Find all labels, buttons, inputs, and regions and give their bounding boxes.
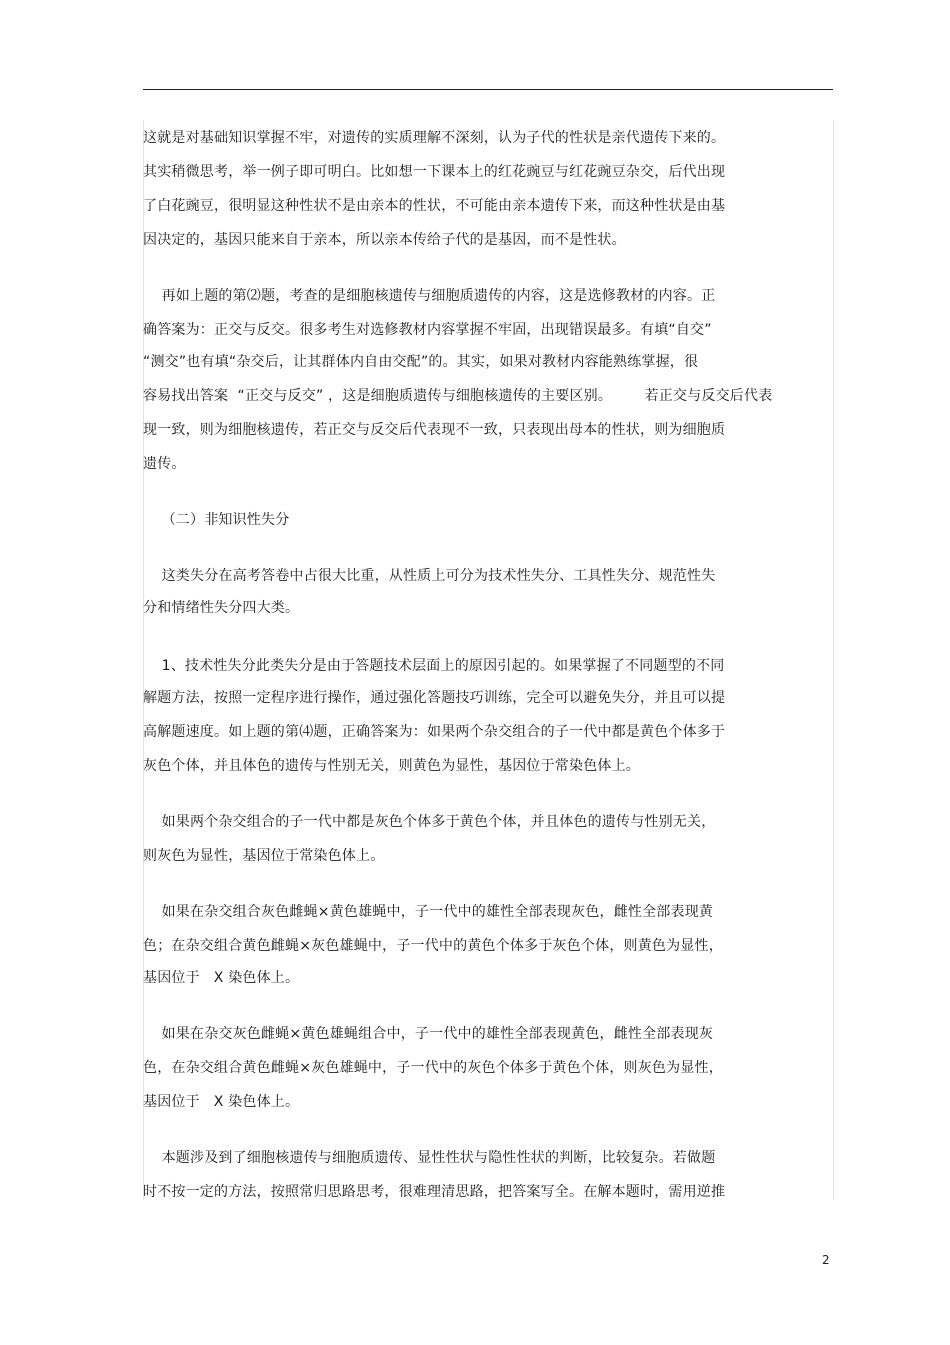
text-line: 容易找出答案 “正交与反交” ，这是细胞质遗传与细胞核遗传的主要区别。 若正交与反交后代表: [143, 388, 773, 404]
text-line: 如果在杂交灰色雌蝇×黄色雄蝇组合中，子一代中的雄性全部表现黄色，雌性全部表现灰: [143, 1026, 714, 1042]
text-line: 时不按一定的方法，按照常归思路思考，很难理清思路，把答案写全。在解本题时，需用逆推: [143, 1184, 726, 1200]
text-line: 色；在杂交组合黄色雌蝇×灰色雄蝇中，子一代中的黄色个体多于灰色个体，则黄色为显性，: [143, 938, 723, 954]
text-line: 这就是对基础知识掌握不牢，对遗传的实质理解不深刻，认为子代的性状是亲代遗传下来的。: [143, 130, 726, 146]
header-rule: [143, 89, 833, 90]
text-line: 高解题速度。如上题的第⑷题，正确答案为：如果两个杂交组合的子一代中都是黄色个体多于: [143, 724, 726, 740]
text-line: 色，在杂交组合黄色雌蝇×灰色雄蝇中，子一代中的灰色个体多于黄色个体，则灰色为显性，: [143, 1060, 723, 1076]
text-line: 再如上题的第⑵题，考查的是细胞核遗传与细胞质遗传的内容，这是选修教材的内容。正: [143, 288, 716, 304]
text-line: 如果两个杂交组合的子一代中都是灰色个体多于黄色个体，并且体色的遗传与性别无关，: [143, 814, 716, 830]
text-line: “测交”也有填“杂交后，让其群体内自由交配”的。其实，如果对教材内容能熟练掌握，很: [143, 354, 699, 370]
text-line: 分和情绪性失分四大类。: [143, 600, 300, 616]
text-line: 基因位于 X 染色体上。: [143, 1094, 300, 1110]
text-line: 则灰色为显性，基因位于常染色体上。: [143, 848, 385, 864]
text-line: 现一致，则为细胞核遗传，若正交与反交后代表现不一致，只表现出母本的性状，则为细胞质: [143, 422, 726, 438]
text-line: 了白花豌豆，很明显这种性状不是由亲本的性状，不可能由亲本遗传下来，而这种性状是由基: [143, 198, 726, 214]
text-line: 本题涉及到了细胞核遗传与细胞质遗传、显性性状与隐性性状的判断，比较复杂。若做题: [143, 1150, 716, 1166]
text-line: 解题方法，按照一定程序进行操作，通过强化答题技巧训练，完全可以避免失分，并且可以提: [143, 690, 726, 706]
section-heading: （二）非知识性失分: [143, 512, 290, 528]
text-line: 确答案为：正交与反交。很多考生对选修教材内容掌握不牢固，出现错误最多。有填“自交”: [143, 322, 712, 338]
text-line: 如果在杂交组合灰色雌蝇×黄色雄蝇中，子一代中的雄性全部表现灰色，雌性全部表现黄: [143, 904, 714, 920]
text-line: 灰色个体，并且体色的遗传与性别无关，则黄色为显性，基因位于常染色体上。: [143, 758, 640, 774]
text-line: 基因位于 X 染色体上。: [143, 970, 300, 986]
text-line: 因决定的，基因只能来自于亲本，所以亲本传给子代的是基因，而不是性状。: [143, 232, 626, 248]
text-line: 其实稍微思考，举一例子即可明白。比如想一下课本上的红花豌豆与红花豌豆杂交，后代出现: [143, 164, 726, 180]
text-line: 这类失分在高考答卷中占很大比重，从性质上可分为技术性失分、工具性失分、规范性失: [143, 568, 716, 584]
page-number: 2: [822, 1253, 830, 1267]
text-line: 遗传。: [143, 456, 186, 472]
text-line: 1、技术性失分此类失分是由于答题技术层面上的原因引起的。如果掌握了不同题型的不同: [143, 658, 725, 674]
content-frame-right-border: [833, 120, 834, 1200]
